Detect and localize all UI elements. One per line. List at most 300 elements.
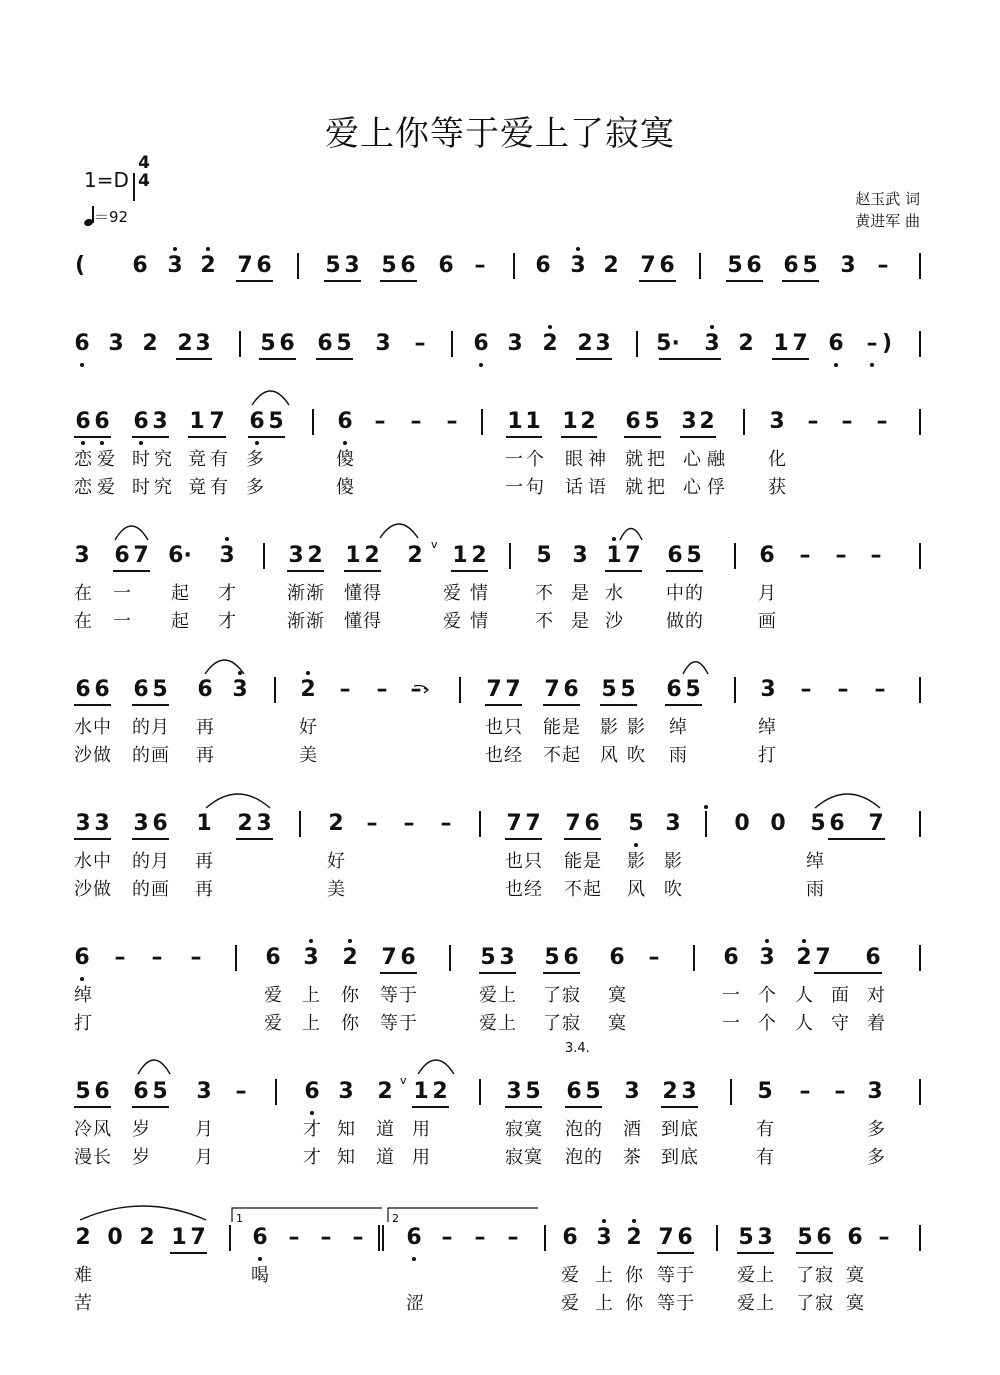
note-token: 6 bbox=[133, 409, 149, 434]
lyric-char: 的 bbox=[132, 745, 150, 766]
lyric-char: 了 bbox=[796, 1265, 814, 1286]
lyric-char: 美 bbox=[299, 745, 317, 766]
note-token: – bbox=[841, 409, 853, 434]
lyric-char: 月 bbox=[195, 1119, 213, 1140]
lyric-char: 有 bbox=[210, 449, 228, 470]
note-token: 3 bbox=[506, 1079, 522, 1104]
lyric-char: 涩 bbox=[406, 1293, 424, 1314]
lyric-char: 你 bbox=[341, 1013, 359, 1034]
note-token: 1 bbox=[452, 543, 468, 568]
lyric-char: 做 bbox=[666, 611, 684, 632]
lyric-char: 是 bbox=[583, 851, 601, 872]
lyric-char: 情 bbox=[470, 583, 488, 604]
lyric-char: 你 bbox=[625, 1293, 643, 1314]
note-token: – bbox=[799, 1079, 811, 1104]
note-token: 2 bbox=[177, 331, 193, 356]
lyric-char: 寂 bbox=[505, 1119, 523, 1140]
lyric-char: 才 bbox=[218, 583, 236, 604]
lyric-char: 恋 bbox=[74, 449, 92, 470]
note-token: 5 bbox=[75, 1079, 91, 1104]
note-token: 3 bbox=[759, 945, 775, 970]
note-token: 2 bbox=[542, 331, 558, 356]
lyric-char: 中 bbox=[93, 717, 111, 738]
lyric-char: 爱 bbox=[264, 985, 282, 1006]
note-token: 6 bbox=[406, 1225, 422, 1250]
note-token: – bbox=[474, 253, 486, 278]
lyric-char: 上 bbox=[756, 1265, 774, 1286]
lyric-char: 人 bbox=[795, 1013, 813, 1034]
lyric-char: 一 bbox=[113, 583, 131, 604]
note-token: 3 bbox=[152, 409, 168, 434]
lyric-char: 沙 bbox=[605, 611, 623, 632]
note-token: 5 bbox=[685, 677, 701, 702]
note-token: 6 bbox=[847, 1225, 863, 1250]
lyric-char: 经 bbox=[504, 745, 522, 766]
note-token: ) bbox=[881, 331, 893, 356]
lyric-char: 也 bbox=[485, 717, 503, 738]
note-token: – bbox=[446, 409, 458, 434]
lyric-char: 也 bbox=[485, 745, 503, 766]
lyric-char: 就 bbox=[625, 449, 643, 470]
note-token: – bbox=[114, 945, 126, 970]
lyric-char: 吹 bbox=[627, 745, 645, 766]
lyric-char: 得 bbox=[363, 583, 381, 604]
lyric-char: 渐 bbox=[287, 583, 305, 604]
repeat-marker: 3.4. bbox=[565, 1041, 590, 1056]
lyric-char: 中 bbox=[666, 583, 684, 604]
lyric-char: 人 bbox=[795, 985, 813, 1006]
note-token: – bbox=[507, 1225, 519, 1250]
note-token: – bbox=[376, 677, 388, 702]
lyric-char: 的 bbox=[584, 1147, 602, 1168]
note-token: 5 bbox=[152, 1079, 168, 1104]
first-ending-bracket-label: 1 bbox=[236, 1212, 243, 1225]
note-token: ( bbox=[74, 253, 86, 278]
lyric-char: 有 bbox=[756, 1147, 774, 1168]
note-token: 2 bbox=[139, 1225, 155, 1250]
lyric-char: 等 bbox=[657, 1265, 675, 1286]
lyric-char: 水 bbox=[74, 851, 92, 872]
lyric-char: 影 bbox=[664, 851, 682, 872]
note-token: 6 bbox=[75, 677, 91, 702]
lyric-char: 绰 bbox=[74, 985, 92, 1006]
lyric-char: 不 bbox=[564, 879, 582, 900]
note-token: 2 bbox=[626, 1225, 642, 1250]
note-token: 3 bbox=[570, 253, 586, 278]
lyric-char: 时 bbox=[132, 449, 150, 470]
note-token: – bbox=[352, 1225, 364, 1250]
note-token: 2 bbox=[432, 1079, 448, 1104]
lyric-char: 究 bbox=[154, 477, 172, 498]
lyric-char: 上 bbox=[302, 985, 320, 1006]
first-ending-bracket bbox=[232, 1208, 382, 1222]
lyric-char: 上 bbox=[756, 1293, 774, 1314]
lyric-char: 雨 bbox=[669, 745, 687, 766]
lyric-char: 爱 bbox=[443, 583, 461, 604]
second-ending-bracket-label: 2 bbox=[392, 1212, 399, 1225]
note-token: 5 bbox=[336, 331, 352, 356]
note-token: 6 bbox=[114, 543, 130, 568]
lyric-char: 是 bbox=[571, 583, 589, 604]
lyric-char: 心 bbox=[683, 477, 701, 498]
note-token: 6 bbox=[666, 677, 682, 702]
lyric-char: 月 bbox=[151, 851, 169, 872]
lyric-char: 的 bbox=[132, 851, 150, 872]
note-token: 3 bbox=[167, 253, 183, 278]
note-token: – bbox=[339, 677, 351, 702]
note-token: 3 bbox=[760, 677, 776, 702]
note-token: 7 bbox=[237, 253, 253, 278]
lyric-char: 上 bbox=[595, 1293, 613, 1314]
lyric-char: 的 bbox=[685, 583, 703, 604]
note-token: 3 bbox=[133, 811, 149, 836]
lyric-char: 上 bbox=[498, 985, 516, 1006]
lyric-char: 岁 bbox=[132, 1119, 150, 1140]
note-token: 2 bbox=[699, 409, 715, 434]
lyric-char: 打 bbox=[758, 745, 776, 766]
time-signature-top: 4 bbox=[138, 153, 150, 173]
slur bbox=[252, 391, 289, 405]
note-token: 3 bbox=[572, 543, 588, 568]
note-token: 1 bbox=[189, 409, 205, 434]
lyric-char: 爱 bbox=[443, 611, 461, 632]
note-token: – bbox=[410, 409, 422, 434]
lyric-char: 才 bbox=[303, 1119, 321, 1140]
lyric-char: 绰 bbox=[669, 717, 687, 738]
note-token: 6 bbox=[132, 253, 148, 278]
note-token: 6 bbox=[438, 253, 454, 278]
note-token: 6 bbox=[252, 1225, 268, 1250]
note-token: 6 bbox=[337, 409, 353, 434]
note-token: 5 bbox=[544, 945, 560, 970]
note-token: 2 bbox=[307, 543, 323, 568]
note-token: 1 bbox=[525, 409, 541, 434]
note-token: 6 bbox=[584, 811, 600, 836]
note-token: 3 bbox=[303, 945, 319, 970]
note-token: 5 bbox=[757, 1079, 773, 1104]
note-token: 5 bbox=[525, 1079, 541, 1104]
note-token: 7 bbox=[565, 811, 581, 836]
note-token: 6 bbox=[829, 811, 845, 836]
note-token: 5 bbox=[810, 811, 826, 836]
note-token: 6 bbox=[94, 1079, 110, 1104]
note-token: 5 bbox=[727, 253, 743, 278]
lyric-char: 爱 bbox=[479, 985, 497, 1006]
note-token: 7 bbox=[486, 677, 502, 702]
lyric-char: 话 bbox=[565, 477, 583, 498]
note-token: 6 bbox=[828, 331, 844, 356]
note-token: 5 bbox=[480, 945, 496, 970]
lyric-char: 能 bbox=[543, 717, 561, 738]
lyric-char: 懂 bbox=[344, 611, 362, 632]
note-token: 1 bbox=[606, 543, 622, 568]
lyric-char: 是 bbox=[571, 611, 589, 632]
lyric-char: 寂 bbox=[815, 1265, 833, 1286]
lyric-char: 寞 bbox=[846, 1265, 864, 1286]
lyric-char: 把 bbox=[647, 449, 665, 470]
lyric-char: 爱 bbox=[97, 477, 115, 498]
note-token: 5 bbox=[152, 677, 168, 702]
lyric-char: 多 bbox=[867, 1147, 885, 1168]
lyric-char: 漫 bbox=[74, 1147, 92, 1168]
note-token: 6 bbox=[133, 677, 149, 702]
lyric-char: 月 bbox=[151, 717, 169, 738]
note-token: 3 bbox=[232, 677, 248, 702]
note-token: 3 bbox=[288, 543, 304, 568]
lyric-char: 傻 bbox=[336, 449, 354, 470]
note-token: 5 bbox=[536, 543, 552, 568]
lyric-char: 画 bbox=[758, 611, 776, 632]
note-token: 6 bbox=[279, 331, 295, 356]
lyric-char: 月 bbox=[195, 1147, 213, 1168]
song-title: 爱上你等于爱上了寂寞 bbox=[325, 114, 675, 154]
note-token: 6 bbox=[152, 811, 168, 836]
lyric-char: 在 bbox=[74, 611, 92, 632]
note-token: – bbox=[877, 253, 889, 278]
note-token: 3 bbox=[704, 331, 720, 356]
lyric-char: 多 bbox=[867, 1119, 885, 1140]
note-token: 7 bbox=[640, 253, 656, 278]
note-token: 6 bbox=[677, 1225, 693, 1250]
note-token: 3 bbox=[338, 1079, 354, 1104]
lyric-char: 竟 bbox=[188, 449, 206, 470]
note-token: 6 bbox=[265, 945, 281, 970]
lyric-char: 茶 bbox=[623, 1147, 641, 1168]
lyric-char: 知 bbox=[337, 1119, 355, 1140]
lyric-char: 再 bbox=[196, 717, 214, 738]
lyric-char: 沙 bbox=[74, 879, 92, 900]
key-signature: 1=D bbox=[84, 168, 129, 192]
lyric-char: 是 bbox=[562, 717, 580, 738]
lyric-char: 等 bbox=[657, 1293, 675, 1314]
lyric-char: 于 bbox=[399, 985, 417, 1006]
lyric-char: 神 bbox=[588, 449, 606, 470]
note-token: 3 bbox=[74, 543, 90, 568]
note-token: 2 bbox=[237, 811, 253, 836]
note-token: – bbox=[837, 677, 849, 702]
lyric-char: 也 bbox=[505, 879, 523, 900]
note-token: 7 bbox=[658, 1225, 674, 1250]
lyric-char: 的 bbox=[132, 717, 150, 738]
lyric-char: 画 bbox=[151, 879, 169, 900]
note-token: 2 bbox=[407, 543, 423, 568]
lyric-char: 苦 bbox=[74, 1293, 92, 1314]
note-token: 6 bbox=[94, 677, 110, 702]
note-token: 6 bbox=[317, 331, 333, 356]
note-token: 6 bbox=[816, 1225, 832, 1250]
slur bbox=[206, 794, 270, 808]
lyric-char: 到 bbox=[661, 1119, 679, 1140]
lyric-char: 傻 bbox=[336, 477, 354, 498]
note-token: 5 bbox=[738, 1225, 754, 1250]
note-token: 2 bbox=[738, 331, 754, 356]
lyric-char: 时 bbox=[132, 477, 150, 498]
lyric-char: 道 bbox=[376, 1147, 394, 1168]
note-token: 5 bbox=[260, 331, 276, 356]
note-token: – bbox=[834, 1079, 846, 1104]
note-token: 2 bbox=[328, 811, 344, 836]
lyric-char: 泡 bbox=[565, 1147, 583, 1168]
note-token: 5 bbox=[644, 409, 660, 434]
lyric-char: 风 bbox=[627, 879, 645, 900]
lyric-char: 有 bbox=[756, 1119, 774, 1140]
lyric-char: 于 bbox=[676, 1265, 694, 1286]
lyric-char: 爱 bbox=[737, 1293, 755, 1314]
note-token: 3 bbox=[757, 1225, 773, 1250]
lyric-char: 情 bbox=[470, 611, 488, 632]
note-token: – bbox=[807, 409, 819, 434]
lyric-char: 你 bbox=[341, 985, 359, 1006]
lyric-char: 风 bbox=[600, 745, 618, 766]
lyric-char: 了 bbox=[543, 1013, 561, 1034]
note-token: – bbox=[235, 1079, 247, 1104]
lyric-char: 个 bbox=[526, 449, 544, 470]
note-token: 5 bbox=[601, 677, 617, 702]
note-token: 3 bbox=[596, 1225, 612, 1250]
lyric-char: 眼 bbox=[565, 449, 583, 470]
lyric-char: 了 bbox=[543, 985, 561, 1006]
note-token: 3 bbox=[108, 331, 124, 356]
note-token: 0 bbox=[734, 811, 750, 836]
note-token: 6 bbox=[865, 945, 881, 970]
lyric-char: 绰 bbox=[758, 717, 776, 738]
note-token: 6 bbox=[94, 409, 110, 434]
note-token: 6 bbox=[197, 677, 213, 702]
lyric-char: 着 bbox=[867, 1013, 885, 1034]
note-token: 6 bbox=[723, 945, 739, 970]
lyric-char: 一 bbox=[505, 477, 523, 498]
note-token: 7 bbox=[792, 331, 808, 356]
note-token: – bbox=[474, 1225, 486, 1250]
lyric-char: 起 bbox=[562, 745, 580, 766]
note-token: 7 bbox=[133, 543, 149, 568]
note-token: – bbox=[835, 543, 847, 568]
note-token: – bbox=[374, 409, 386, 434]
note-token: 2 bbox=[142, 331, 158, 356]
note-token: 3 bbox=[507, 331, 523, 356]
lyric-char: 把 bbox=[647, 477, 665, 498]
composer-credit: 黄进军 曲 bbox=[855, 212, 920, 230]
note-token: – bbox=[648, 945, 660, 970]
lyric-char: 用 bbox=[412, 1147, 430, 1168]
note-token: 3 bbox=[219, 543, 235, 568]
note-token: 3 bbox=[665, 811, 681, 836]
lyric-char: 个 bbox=[758, 985, 776, 1006]
note-token: 5 bbox=[268, 409, 284, 434]
slur bbox=[205, 660, 244, 674]
lyric-char: 吹 bbox=[664, 879, 682, 900]
note-token: – bbox=[151, 945, 163, 970]
lyric-char: 打 bbox=[74, 1013, 92, 1034]
note-token: 2 bbox=[796, 945, 812, 970]
lyric-char: 酒 bbox=[623, 1119, 641, 1140]
note-token: 3 bbox=[624, 1079, 640, 1104]
lyric-char: 能 bbox=[564, 851, 582, 872]
lyric-char: 起 bbox=[583, 879, 601, 900]
lyric-char: 渐 bbox=[306, 583, 324, 604]
lyric-char: 做 bbox=[93, 879, 111, 900]
note-token: 7 bbox=[625, 543, 641, 568]
note-token: – bbox=[414, 331, 426, 356]
note-token: 5 bbox=[585, 1079, 601, 1104]
note-token: 2 bbox=[200, 253, 216, 278]
note-token: 6 bbox=[75, 409, 91, 434]
note-token: 3 bbox=[195, 331, 211, 356]
lyric-char: 竟 bbox=[188, 477, 206, 498]
slur bbox=[138, 1060, 170, 1074]
note-token: – bbox=[403, 811, 415, 836]
lyric-char: 一 bbox=[722, 985, 740, 1006]
lyric-char: 个 bbox=[758, 1013, 776, 1034]
lyric-char: 的 bbox=[132, 879, 150, 900]
second-ending-bracket bbox=[388, 1208, 538, 1222]
lyric-char: 心 bbox=[683, 449, 701, 470]
note-token: 6 bbox=[783, 253, 799, 278]
note-token: 3 bbox=[681, 1079, 697, 1104]
note-token: 2 bbox=[300, 677, 316, 702]
lyric-char: 渐 bbox=[287, 611, 305, 632]
lyric-char: 好 bbox=[299, 717, 317, 738]
note-token: 1 bbox=[345, 543, 361, 568]
note-token: 6 bbox=[563, 677, 579, 702]
note-token: 2 bbox=[342, 945, 358, 970]
lyric-char: 只 bbox=[524, 851, 542, 872]
note-token: 2 bbox=[75, 1225, 91, 1250]
lyric-char: 得 bbox=[363, 611, 381, 632]
lyric-char: 不 bbox=[535, 611, 553, 632]
note-token: 3 bbox=[75, 811, 91, 836]
lyric-char: 于 bbox=[676, 1293, 694, 1314]
note-token: 7 bbox=[505, 677, 521, 702]
note-token: 5 bbox=[325, 253, 341, 278]
note-token: 6 bbox=[566, 1079, 582, 1104]
note-token: 3 bbox=[769, 409, 785, 434]
note-token: 3 bbox=[499, 945, 515, 970]
note-token: – bbox=[190, 945, 202, 970]
lyric-char: 水 bbox=[605, 583, 623, 604]
lyric-char: 寞 bbox=[846, 1293, 864, 1314]
note-token: 5 bbox=[686, 543, 702, 568]
lyric-char: 寞 bbox=[524, 1119, 542, 1140]
lyric-char: 在 bbox=[74, 583, 92, 604]
lyric-char: 再 bbox=[195, 879, 213, 900]
lyric-char: 于 bbox=[399, 1013, 417, 1034]
lyricist-credit: 赵玉武 词 bbox=[855, 190, 920, 208]
lyric-char: 美 bbox=[327, 879, 345, 900]
lyric-char: 上 bbox=[595, 1265, 613, 1286]
lyric-char: 影 bbox=[627, 717, 645, 738]
lyric-char: 风 bbox=[93, 1119, 111, 1140]
note-token: – bbox=[440, 811, 452, 836]
note-token: – bbox=[366, 811, 378, 836]
lyric-char: 爱 bbox=[479, 1013, 497, 1034]
lyric-char: 才 bbox=[303, 1147, 321, 1168]
note-token: 6 bbox=[535, 253, 551, 278]
lyric-char: 到 bbox=[661, 1147, 679, 1168]
note-token: – bbox=[441, 1225, 453, 1250]
note-token: 5 bbox=[802, 253, 818, 278]
note-token: 3 bbox=[375, 331, 391, 356]
lyric-char: 影 bbox=[627, 851, 645, 872]
slur bbox=[683, 662, 708, 674]
note-token: – bbox=[410, 677, 422, 702]
lyric-char: 冷 bbox=[74, 1119, 92, 1140]
lyric-char: 恋 bbox=[74, 477, 92, 498]
glide-arrow-icon bbox=[414, 686, 428, 694]
note-token: 1 bbox=[196, 811, 212, 836]
note-token: 3 bbox=[94, 811, 110, 836]
lyric-char: 渐 bbox=[306, 611, 324, 632]
